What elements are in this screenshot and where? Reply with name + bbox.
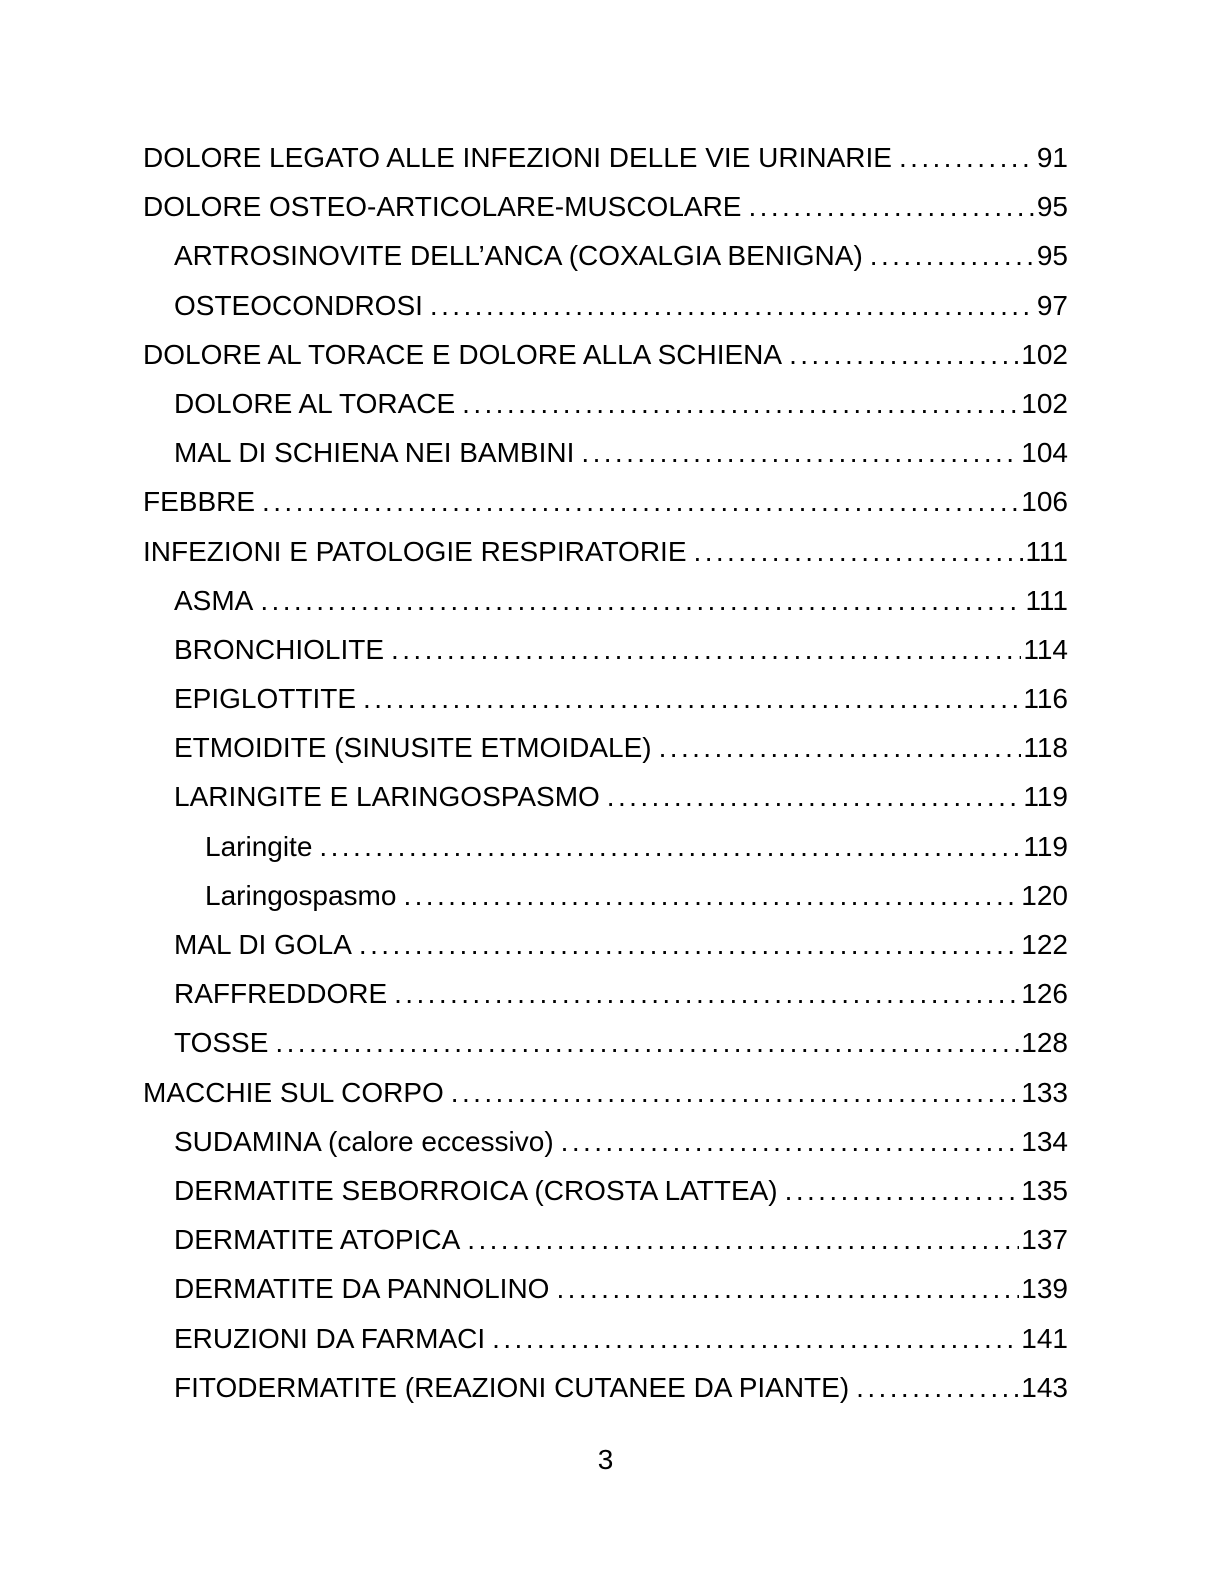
toc-leader-dots xyxy=(561,1117,1020,1166)
toc-entry-title: LARINGITE E LARINGOSPASMO xyxy=(174,781,600,813)
toc-leader-dots xyxy=(462,379,1019,428)
toc-entry-page: 143 xyxy=(1021,1371,1068,1403)
toc-entry-title: Laringite xyxy=(205,830,313,862)
toc-entry-page: 122 xyxy=(1021,929,1068,960)
toc-entry-page: 111 xyxy=(1025,584,1068,616)
toc-entry-page: 128 xyxy=(1021,1027,1068,1059)
toc-entry-title: DERMATITE DA PANNOLINO xyxy=(174,1273,550,1305)
toc-entry[interactable] xyxy=(143,1018,1068,1067)
toc-entry[interactable] xyxy=(143,379,1068,428)
toc-entry-page: 126 xyxy=(1021,978,1068,1010)
toc-entry-title: MACCHIE SUL CORPO xyxy=(143,1076,444,1108)
toc-entry-title: FEBBRE xyxy=(143,486,256,518)
toc-leader-dots xyxy=(870,231,1035,280)
toc-entry-title: DOLORE LEGATO ALLE INFEZIONI DELLE VIE URINARIE xyxy=(143,142,892,173)
toc-entry-title: DERMATITE ATOPICA xyxy=(174,1224,461,1256)
toc-leader-dots xyxy=(694,527,1024,576)
toc-entry-title: OSTEOCONDROSI xyxy=(174,289,423,321)
toc-entry[interactable] xyxy=(143,1264,1068,1313)
toc-entry[interactable] xyxy=(143,1215,1068,1264)
toc-entry-title: ARTROSINOVITE DELL’ANCA (COXALGIA BENIGNA) xyxy=(174,240,863,272)
toc-leader-dots xyxy=(403,871,1019,920)
toc-entry-page: 106 xyxy=(1021,486,1068,518)
toc-leader-dots xyxy=(785,1166,1020,1215)
toc-leader-dots xyxy=(607,772,1022,821)
toc-entry[interactable] xyxy=(143,723,1068,772)
toc-entry-page: 95 xyxy=(1036,240,1068,272)
toc-entry-title: DERMATITE SEBORROICA (CROSTA LATTEA) xyxy=(174,1174,778,1206)
toc-entry-page: 133 xyxy=(1021,1076,1068,1108)
toc-leader-dots xyxy=(319,822,1021,871)
toc-entry-page: 139 xyxy=(1021,1273,1068,1305)
toc-leader-dots xyxy=(430,281,1035,330)
toc-entry-title: DOLORE OSTEO-ARTICOLARE-MUSCOLARE xyxy=(143,191,742,223)
toc-leader-dots xyxy=(363,674,1021,723)
toc-entry[interactable] xyxy=(143,182,1068,231)
toc-entry-title: MAL DI GOLA xyxy=(174,929,352,960)
toc-leader-dots xyxy=(492,1314,1019,1363)
toc-leader-dots xyxy=(391,625,1021,674)
toc-leader-dots xyxy=(856,1363,1019,1412)
toc-leader-dots xyxy=(581,428,1019,477)
toc-entry[interactable] xyxy=(143,231,1068,280)
toc-entry[interactable] xyxy=(143,1068,1068,1117)
toc-entry-title: ETMOIDITE (SINUSITE ETMOIDALE) xyxy=(174,732,652,764)
toc-leader-dots xyxy=(451,1068,1020,1117)
toc-entry-title: RAFFREDDORE xyxy=(174,978,388,1010)
toc-entry[interactable] xyxy=(143,1363,1068,1412)
toc-entry-title: DOLORE AL TORACE E DOLORE ALLA SCHIENA xyxy=(143,338,783,370)
toc-entry-page: 91 xyxy=(1036,142,1068,173)
toc-entry-page: 111 xyxy=(1025,535,1068,567)
toc-leader-dots xyxy=(260,576,1023,625)
toc-entry-title: INFEZIONI E PATOLOGIE RESPIRATORIE xyxy=(143,535,687,567)
toc-entry-page: 119 xyxy=(1023,830,1068,862)
toc-entry-title: SUDAMINA (calore eccessivo) xyxy=(174,1125,554,1157)
toc-entry-page: 102 xyxy=(1021,338,1068,370)
toc-entry-page: 119 xyxy=(1023,781,1068,813)
toc-entry-page: 135 xyxy=(1021,1174,1068,1206)
toc-entry-page: 114 xyxy=(1023,633,1068,665)
toc-leader-dots xyxy=(275,1018,1019,1067)
toc-entry-title: FITODERMATITE (REAZIONI CUTANEE DA PIANTE) xyxy=(174,1371,850,1403)
toc-entry-title: ASMA xyxy=(174,584,254,616)
toc-entry-page: 104 xyxy=(1021,437,1068,469)
toc-entry-page: 137 xyxy=(1021,1224,1068,1256)
toc-leader-dots xyxy=(899,133,1035,182)
toc-leader-dots xyxy=(659,723,1022,772)
toc-leader-dots xyxy=(359,920,1019,969)
toc-entry[interactable] xyxy=(143,674,1068,723)
toc-entry[interactable] xyxy=(143,477,1068,526)
toc-entry[interactable] xyxy=(143,330,1068,379)
toc-entry-page: 134 xyxy=(1021,1125,1068,1157)
toc-entry-page: 95 xyxy=(1036,191,1068,223)
toc-entry-page: 97 xyxy=(1036,289,1068,321)
toc-entry-title: BRONCHIOLITE xyxy=(174,633,385,665)
toc-entry-page: 102 xyxy=(1021,387,1068,419)
toc-entry[interactable] xyxy=(143,969,1068,1018)
toc-entry-title: ERUZIONI DA FARMACI xyxy=(174,1322,486,1354)
toc-entry[interactable] xyxy=(143,527,1068,576)
toc-entry-title: MAL DI SCHIENA NEI BAMBINI xyxy=(174,437,575,469)
toc-entry-title: EPIGLOTTITE xyxy=(174,683,357,715)
toc-entry-page: 141 xyxy=(1021,1322,1068,1354)
toc-entry[interactable] xyxy=(143,822,1068,871)
toc-entry[interactable] xyxy=(143,1314,1068,1363)
toc-entry[interactable] xyxy=(143,871,1068,920)
toc-entry-title: TOSSE xyxy=(174,1027,269,1059)
toc-entry[interactable] xyxy=(143,428,1068,477)
toc-leader-dots xyxy=(467,1215,1019,1264)
toc-entry-title: Laringospasmo xyxy=(205,879,397,911)
toc-entry[interactable] xyxy=(143,772,1068,821)
toc-entry[interactable] xyxy=(143,576,1068,625)
toc-entry-page: 116 xyxy=(1023,683,1068,715)
toc-entry-page: 120 xyxy=(1021,879,1068,911)
toc-entry[interactable] xyxy=(143,1166,1068,1215)
toc-leader-dots xyxy=(748,182,1034,231)
toc-leader-dots xyxy=(556,1264,1019,1313)
toc-entry-page: 118 xyxy=(1023,732,1068,764)
toc-leader-dots xyxy=(789,330,1019,379)
table-of-contents xyxy=(143,133,1068,1412)
toc-entry[interactable] xyxy=(143,133,1068,182)
toc-entry[interactable] xyxy=(143,920,1068,969)
toc-leader-dots xyxy=(262,477,1019,526)
toc-entry[interactable] xyxy=(143,1117,1068,1166)
toc-leader-dots xyxy=(394,969,1019,1018)
toc-entry-title: DOLORE AL TORACE xyxy=(174,387,456,419)
page-number: 3 xyxy=(597,1444,614,1475)
toc-entry[interactable] xyxy=(143,281,1068,330)
toc-entry[interactable] xyxy=(143,625,1068,674)
